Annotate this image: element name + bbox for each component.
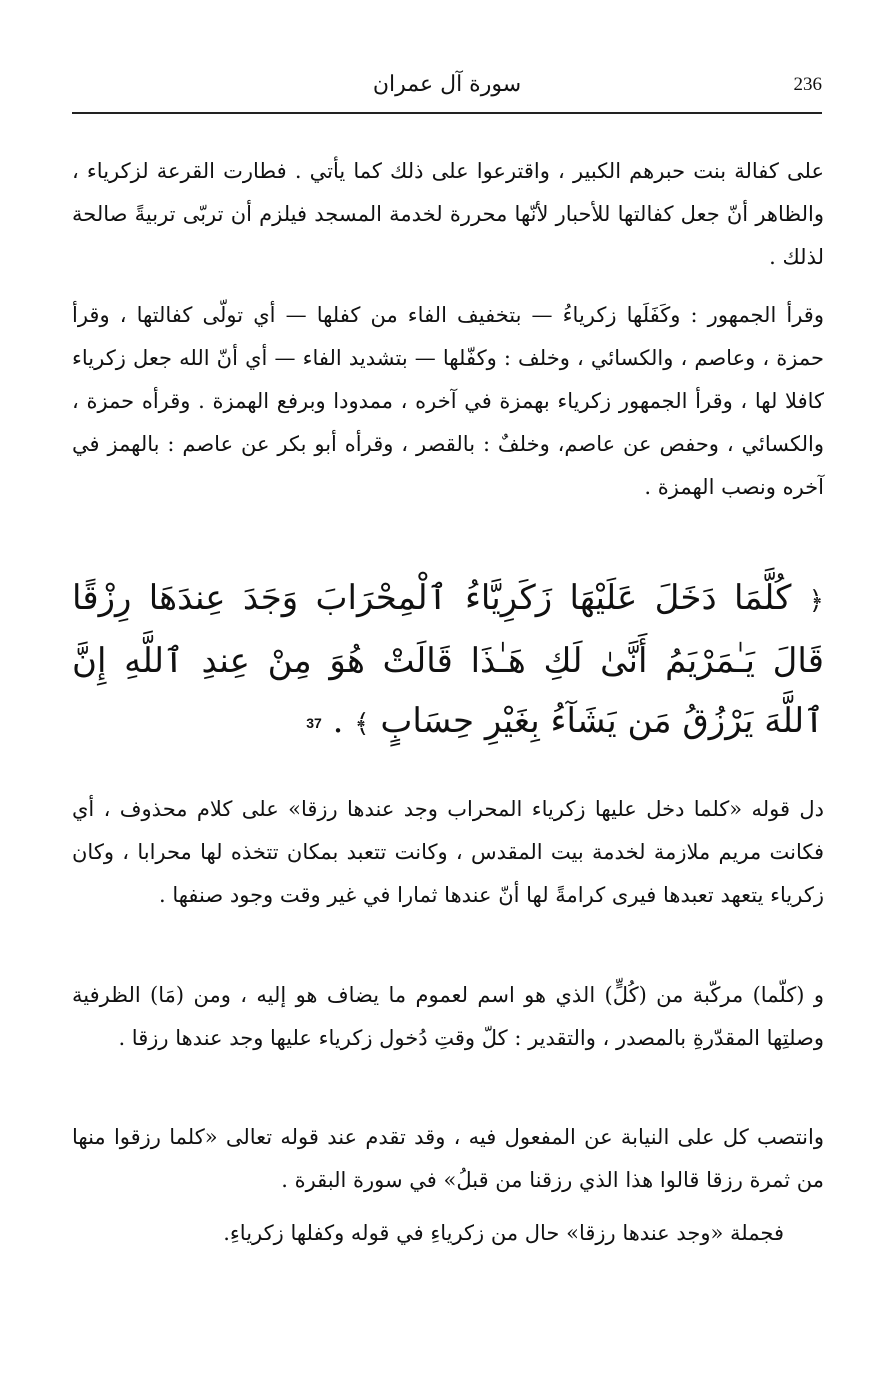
verse-text: كُلَّمَا دَخَلَ عَلَيْهَا زَكَرِيَّاءُ ٱلْمِحْرَابَ وَجَدَ عِندَهَا رِزْقًا قَالَ يَـٰمَرْيَمُ أَنَّىٰ لَكِ هَـٰذَا قَالَتْ هُوَ مِنْ عِندِ ٱللَّهِ إِنَّ ٱللَّهَ يَرْزُقُ مَن يَشَآءُ بِغَيْرِ حِسَابٍ [72,578,824,741]
paragraph-qiraat: وقرأ الجمهور : وكَفَلَها زكرياءُ — بتخفيف الفاء من كفلها — أي تولّى كفالتها ، وقرأ حمزة ، وعاصم ، والكسائي ، وخلف : وكفّلها — بتشديد الفاء — أي أنّ الله جعل زكرياء كافلا لها ، وقرأ الجمهور زكرياء بهمزة في آخره ، ممدودا وبرفع الهمزة . وقرأه حمزة ، والكسائي ، وحفص عن عاصم، وخلفٌ : بالقصر ، وقرأه أبو بكر عن عاصم : بالهمز في آخره ونصب الهمزة . [72,303,824,499]
page-header [72,70,822,110]
quran-verse [72,568,824,754]
page-number: 236 [793,74,822,95]
verse-close-bracket: ﴾ [354,709,370,739]
paragraph-tafsir-2: و (كلّما) مركّبة من (كُلٍّ) الذي هو اسم لعموم ما يضاف هو إليه ، ومن (مَا) الظرفية وصلتِها المقدّرةِ بالمصدر ، والتقدير : كلّ وقتِ دُخول زكرياء عليها وجد عندها رزقا . [72,983,824,1050]
paragraph-tafsir-4: فجملة «وجد عندها رزقا» حال من زكرياءِ في قوله وكفلها زكرياءِ. [223,1221,784,1245]
running-title: سورة آل عمران [372,72,522,97]
paragraph-tafsir-1: دل قوله «كلما دخل عليها زكرياء المحراب وجد عندها رزقا» على كلام محذوف ، أي فكانت مريم ملازمة لخدمة بيت المقدس ، وكانت تتعبد بمكان تتخذه لها محرابا ، وكان زكرياء يتعهد تعبدها فيرى كرامةً لها أنّ عندها ثمارا في غير وقت وجود صنفها . [72,797,824,907]
header-divider [72,112,822,114]
verse-end-mark: . [332,701,344,741]
verse-number: 37 [306,715,322,731]
paragraph-kafala: على كفالة بنت حبرهم الكبير ، واقترعوا على ذلك كما يأتي . فطارت القرعة لزكرياء ، والظاهر أنّ جعل كفالتها للأحبار لأنّها محررة لخدمة المسجد فيلزم أن تربّى تربيةً صالحة لذلك . [72,159,824,269]
paragraph-tafsir-3: وانتصب كل على النيابة عن المفعول فيه ، وقد تقدم عند قوله تعالى «كلما رزقوا منها من ثمرة رزقا قالوا هذا الذي رزقنا من قبلُ» في سورة البقرة . [72,1125,824,1192]
verse-open-bracket: ﴿ [808,586,824,616]
